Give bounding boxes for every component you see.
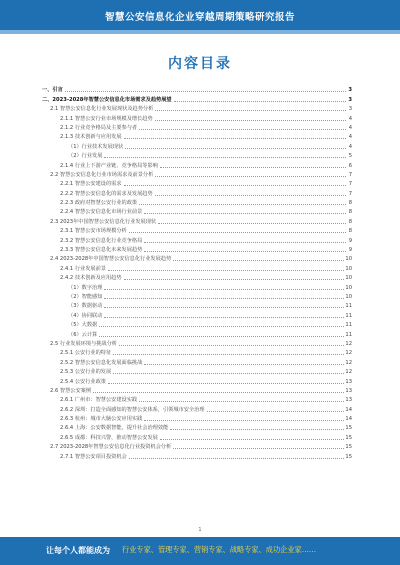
toc-leader-dots (65, 91, 346, 92)
toc-entry[interactable] (42, 309, 352, 318)
toc-entry-label: 2.4.2 技术创新及应用趋势 (60, 275, 122, 282)
toc-entry[interactable] (42, 122, 352, 131)
toc-entry[interactable] (42, 169, 352, 178)
toc-entry-page: 11 (345, 322, 352, 329)
header-stripe (0, 30, 400, 34)
toc-entry-label: 2.3.2 智慧公安信息化行业竞争格局 (60, 237, 143, 244)
toc-entry-label: （4）协同联动 (68, 312, 103, 319)
toc-entry-label: 2.1.1 智慧公安行业市场规模及增长趋势 (60, 115, 153, 122)
toc-entry[interactable] (42, 431, 352, 440)
toc-leader-dots (144, 213, 346, 214)
toc-entry-page: 12 (345, 359, 352, 366)
footer-slogan: 让每个人都能成为 (46, 546, 110, 555)
toc-entry-label: （5）大数据 (68, 322, 98, 329)
toc-entry-label: 2.2 智慧公安信息化行业市场需求及前景分析 (50, 171, 154, 178)
toc-entry-page: 5 (348, 153, 352, 160)
toc-leader-dots (155, 195, 346, 196)
toc-entry-label: 2.4.1 行业发展前景 (60, 265, 106, 272)
toc-entry[interactable] (42, 84, 352, 93)
toc-entry-page: 11 (345, 312, 352, 319)
toc-entry-label: 2.5.1 公安行业的特征 (60, 350, 112, 357)
toc-entry[interactable] (42, 197, 352, 206)
toc-entry-label: 2.1 智慧公安信息化行业发展现状及趋势分析 (50, 106, 154, 113)
toc-entry-page: 12 (345, 369, 352, 376)
table-of-contents (42, 84, 352, 460)
toc-leader-dots (119, 345, 344, 346)
toc-entry-page: 3 (348, 87, 352, 94)
toc-entry-page: 10 (345, 265, 352, 272)
toc-entry[interactable] (42, 441, 352, 450)
toc-entry-label: 2.6.1 广州市：智慧公安建设实践 (60, 397, 138, 404)
toc-entry[interactable] (42, 244, 352, 253)
toc-entry[interactable] (42, 150, 352, 159)
toc-leader-dots (124, 279, 345, 280)
toc-entry-page: 7 (348, 190, 352, 197)
toc-leader-dots (113, 373, 344, 374)
toc-entry-page: 8 (348, 200, 352, 207)
toc-entry-page: 7 (348, 181, 352, 188)
toc-leader-dots (139, 204, 346, 205)
toc-entry-page: 15 (345, 425, 352, 432)
page-number: 1 (198, 527, 202, 533)
toc-entry-page: 10 (345, 275, 352, 282)
toc-leader-dots (160, 167, 346, 168)
toc-leader-dots (139, 401, 344, 402)
toc-entry-label: 2.3.3 智慧公安信息化未来发展趋势 (60, 247, 143, 254)
toc-entry-page: 7 (348, 171, 352, 178)
toc-entry[interactable] (42, 366, 352, 375)
toc-leader-dots (125, 148, 346, 149)
toc-title: 内容目录 (168, 56, 232, 72)
toc-leader-dots (129, 232, 346, 233)
toc-entry-label: 2.5.2 智慧公安信息化发展面临挑战 (60, 359, 143, 366)
toc-leader-dots (144, 242, 346, 243)
toc-entry-page: 14 (345, 416, 352, 423)
toc-leader-dots (104, 157, 346, 158)
toc-entry-label: 2.6.3 杭州：城市大脑公安应用实践 (60, 416, 143, 423)
toc-leader-dots (93, 392, 344, 393)
toc-entry-page: 11 (345, 331, 352, 338)
toc-entry[interactable] (42, 328, 352, 337)
toc-leader-dots (99, 326, 344, 327)
toc-entry-label: 2.2.1 智慧公安建设的需求 (60, 181, 122, 188)
toc-entry[interactable] (42, 225, 352, 234)
toc-leader-dots (160, 439, 345, 440)
toc-entry[interactable] (42, 103, 352, 112)
toc-entry[interactable] (42, 281, 352, 290)
toc-leader-dots (108, 270, 344, 271)
toc-entry[interactable] (42, 206, 352, 215)
toc-entry-label: 2.3.1 智慧公安市场规模分析 (60, 228, 127, 235)
toc-leader-dots (104, 289, 344, 290)
toc-entry-page: 4 (348, 143, 352, 150)
toc-entry-label: （3）数据驱动 (68, 303, 103, 310)
footer-band (0, 537, 400, 565)
toc-entry-page: 11 (345, 303, 352, 310)
toc-entry[interactable] (42, 234, 352, 243)
toc-entry-label: 2.1.3 技术创新与应用发展 (60, 134, 122, 141)
toc-entry-label: 2.1.4 行业上下游产业链、竞争格局等影响 (60, 162, 158, 169)
toc-entry-label: （6）云计算 (68, 331, 98, 338)
toc-leader-dots (155, 110, 346, 111)
toc-entry-label: （2）智能感知 (68, 293, 103, 300)
toc-entry-page: 3 (348, 106, 352, 113)
toc-entry-page: 14 (345, 406, 352, 413)
toc-entry-page: 9 (348, 237, 352, 244)
toc-entry-label: 二、2023-2028年智慧公安信息化市场需求及趋势展望 (42, 96, 172, 103)
toc-leader-dots (155, 176, 346, 177)
toc-entry-page: 8 (348, 228, 352, 235)
toc-entry-page: 15 (345, 444, 352, 451)
toc-entry-page: 15 (345, 453, 352, 460)
toc-leader-dots (99, 336, 344, 337)
toc-entry-page: 10 (345, 256, 352, 263)
toc-entry[interactable] (42, 187, 352, 196)
toc-entry-page: 4 (348, 134, 352, 141)
toc-leader-dots (104, 298, 344, 299)
toc-entry-label: 2.4 2023-2028年中国智慧公安信息化行业发展趋势 (50, 256, 172, 263)
toc-entry[interactable] (42, 262, 352, 271)
toc-entry[interactable] (42, 375, 352, 384)
toc-entry[interactable] (42, 338, 352, 347)
toc-entry-label: 一、引言 (42, 87, 63, 94)
toc-leader-dots (173, 260, 344, 261)
toc-entry-label: （2）行业发展 (68, 153, 103, 160)
toc-entry-label: （1）行业技术发展现状 (68, 143, 124, 150)
toc-entry[interactable] (42, 385, 352, 394)
toc-entry[interactable] (42, 300, 352, 309)
toc-entry-page: 13 (345, 387, 352, 394)
toc-entry[interactable] (42, 112, 352, 121)
toc-entry-label: 2.6.2 深圳：打造全面感知的智慧公安体系，引领城市安全治理 (60, 406, 205, 413)
toc-leader-dots (124, 185, 346, 186)
toc-entry[interactable] (42, 403, 352, 412)
toc-entry[interactable] (42, 159, 352, 168)
toc-entry[interactable] (42, 413, 352, 422)
toc-entry-page: 3 (348, 96, 352, 103)
toc-leader-dots (144, 420, 344, 421)
toc-entry-page: 9 (348, 247, 352, 254)
toc-entry-label: 2.7.1 智慧公安项目投资机会 (60, 453, 127, 460)
toc-entry[interactable] (42, 450, 352, 459)
toc-entry-page: 4 (348, 124, 352, 131)
toc-entry-page: 10 (345, 293, 352, 300)
toc-entry-label: （1）数字治理 (68, 284, 103, 291)
toc-leader-dots (104, 307, 344, 308)
toc-entry-label: 2.7 2023-2028年智慧公安信息化行业投资机会分析 (50, 444, 172, 451)
toc-entry-label: 2.5.3 公安行业的发展 (60, 369, 112, 376)
toc-entry-page: 8 (348, 218, 352, 225)
toc-entry-page: 12 (345, 340, 352, 347)
toc-entry[interactable] (42, 319, 352, 328)
toc-leader-dots (174, 101, 346, 102)
toc-entry[interactable] (42, 253, 352, 262)
report-title: 智慧公安信息化企业穿越周期策略研究报告 (104, 12, 295, 23)
toc-entry-page: 13 (345, 397, 352, 404)
toc-leader-dots (207, 411, 345, 412)
toc-entry[interactable] (42, 422, 352, 431)
toc-entry-label: 2.5.4 公安行业政策 (60, 378, 106, 385)
toc-entry[interactable] (42, 131, 352, 140)
toc-leader-dots (170, 429, 344, 430)
toc-leader-dots (108, 383, 344, 384)
toc-entry[interactable] (42, 178, 352, 187)
toc-entry-label: 2.6.5 成都：科技兴警，推动智慧公安发展 (60, 434, 158, 441)
toc-entry[interactable] (42, 215, 352, 224)
toc-entry-label: 2.1.2 行业竞争格局及主要参与者 (60, 124, 138, 131)
toc-entry[interactable] (42, 347, 352, 356)
toc-entry[interactable] (42, 394, 352, 403)
toc-entry[interactable] (42, 356, 352, 365)
toc-entry[interactable] (42, 272, 352, 281)
toc-leader-dots (144, 364, 344, 365)
toc-entry-label: 2.5 行业发展环境与挑战分析 (50, 340, 117, 347)
toc-leader-dots (113, 354, 344, 355)
toc-entry-label: 2.6.4 上海：公安数据智能，提升社会治理效能 (60, 425, 169, 432)
toc-entry-label: 2.2.3 政府对智慧公安行业的政策 (60, 200, 138, 207)
toc-entry-label: 2.2.2 智慧公安信息化的需求及发展趋势 (60, 190, 153, 197)
toc-leader-dots (104, 317, 344, 318)
toc-leader-dots (173, 448, 344, 449)
toc-entry-label: 2.3 2023年中国智慧公安信息化行业发展现状 (50, 218, 157, 225)
toc-entry[interactable] (42, 93, 352, 102)
toc-entry-page: 13 (345, 378, 352, 385)
toc-entry-page: 12 (345, 350, 352, 357)
toc-entry-page: 15 (345, 434, 352, 441)
toc-entry[interactable] (42, 291, 352, 300)
toc-entry-page: 10 (345, 284, 352, 291)
toc-entry-label: 2.2.4 智慧公安信息化市场行业前景 (60, 209, 143, 216)
toc-entry-page: 4 (348, 115, 352, 122)
toc-leader-dots (139, 129, 346, 130)
toc-leader-dots (144, 251, 346, 252)
footer-tagline: 行业专家、管理专家、营销专家、战略专家、成功企业家…… (122, 545, 317, 554)
toc-entry-page: 6 (348, 162, 352, 169)
toc-leader-dots (158, 223, 346, 224)
toc-entry-label: 2.6 智慧公安案例 (50, 387, 92, 394)
toc-leader-dots (124, 138, 346, 139)
toc-entry-page: 8 (348, 209, 352, 216)
toc-leader-dots (129, 458, 345, 459)
toc-entry[interactable] (42, 140, 352, 149)
toc-leader-dots (155, 120, 346, 121)
